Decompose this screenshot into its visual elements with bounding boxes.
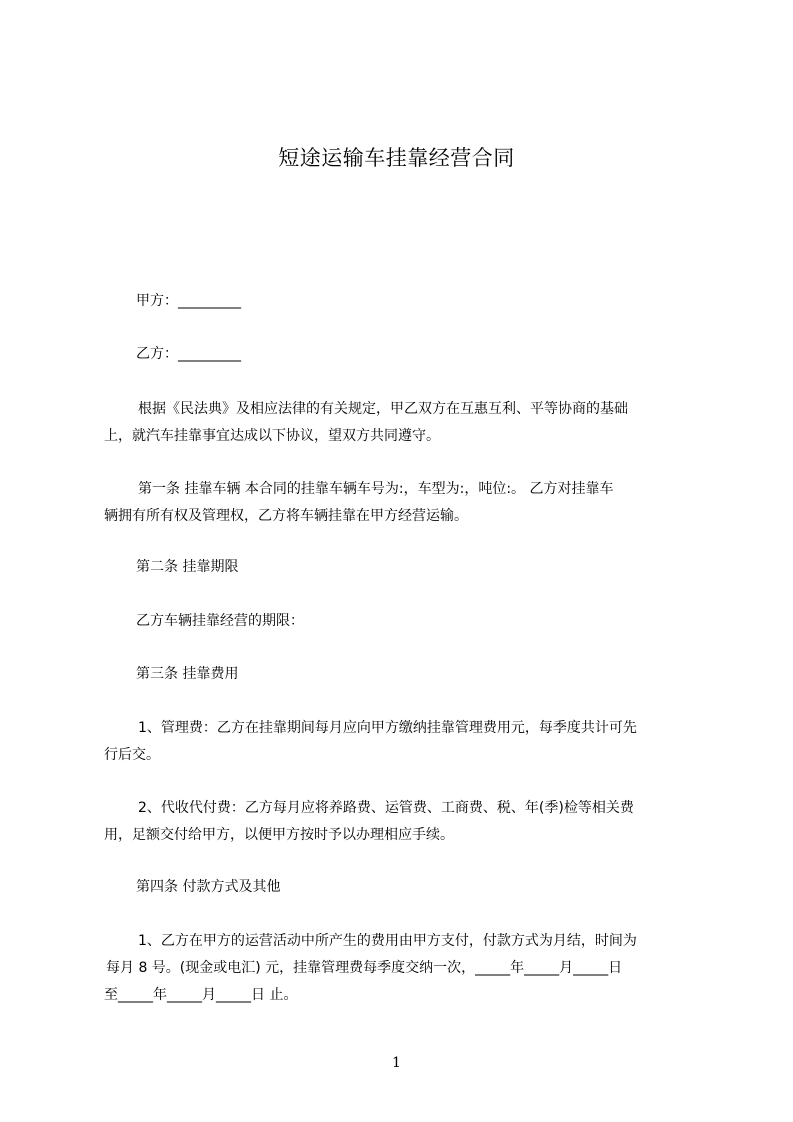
article3-item1-line-2: 行后交。 [104, 747, 160, 763]
article3-heading: 第三条 挂靠费用 [136, 666, 239, 682]
article1-line-2: 辆拥有所有权及管理权，乙方将车辆挂靠在甲方经营运输。 [104, 508, 468, 524]
document-title: 短途运输车挂靠经营合同 [278, 146, 515, 170]
article3-item2-line-2: 用，足额交付给甲方，以便甲方按时予以办理相应手续。 [104, 827, 454, 843]
party-a-line: 甲方：_________ [136, 293, 241, 309]
article4-heading: 第四条 付款方式及其他 [136, 879, 281, 895]
article4-item1-line-2: 每月 8 号。(现金或电汇) 元，挂靠管理费每季度交纳一次，_____年_____月_____日 [106, 960, 623, 976]
article3-item1-line-1: 1、管理费：乙方在挂靠期间每月应向甲方缴纳挂靠管理费用元，每季度共计可先 [138, 720, 637, 736]
article1-line-1: 第一条 挂靠车辆 本合同的挂靠车辆车号为:，车型为:，吨位:。 乙方对挂靠车 [138, 481, 614, 497]
party-b-line: 乙方：_________ [136, 346, 241, 362]
article2-text: 乙方车辆挂靠经营的期限： [136, 613, 304, 629]
page-number: 1 [392, 1055, 401, 1071]
intro-line-2: 上，就汽车挂靠事宜达成以下协议，望双方共同遵守。 [104, 428, 440, 444]
intro-line-1: 根据《民法典》及相应法律的有关规定，甲乙双方在互惠互利、平等协商的基础 [138, 401, 628, 417]
article4-item1-line-3: 至_____年_____月_____日 止。 [104, 987, 298, 1003]
article4-item1-line-1: 1、乙方在甲方的运营活动中所产生的费用由甲方支付，付款方式为月结，时间为 [138, 933, 637, 949]
article3-item2-line-1: 2、代收代付费：乙方每月应将养路费、运管费、工商费、税、年(季)检等相关费 [138, 800, 634, 816]
article2-heading: 第二条 挂靠期限 [136, 559, 239, 575]
